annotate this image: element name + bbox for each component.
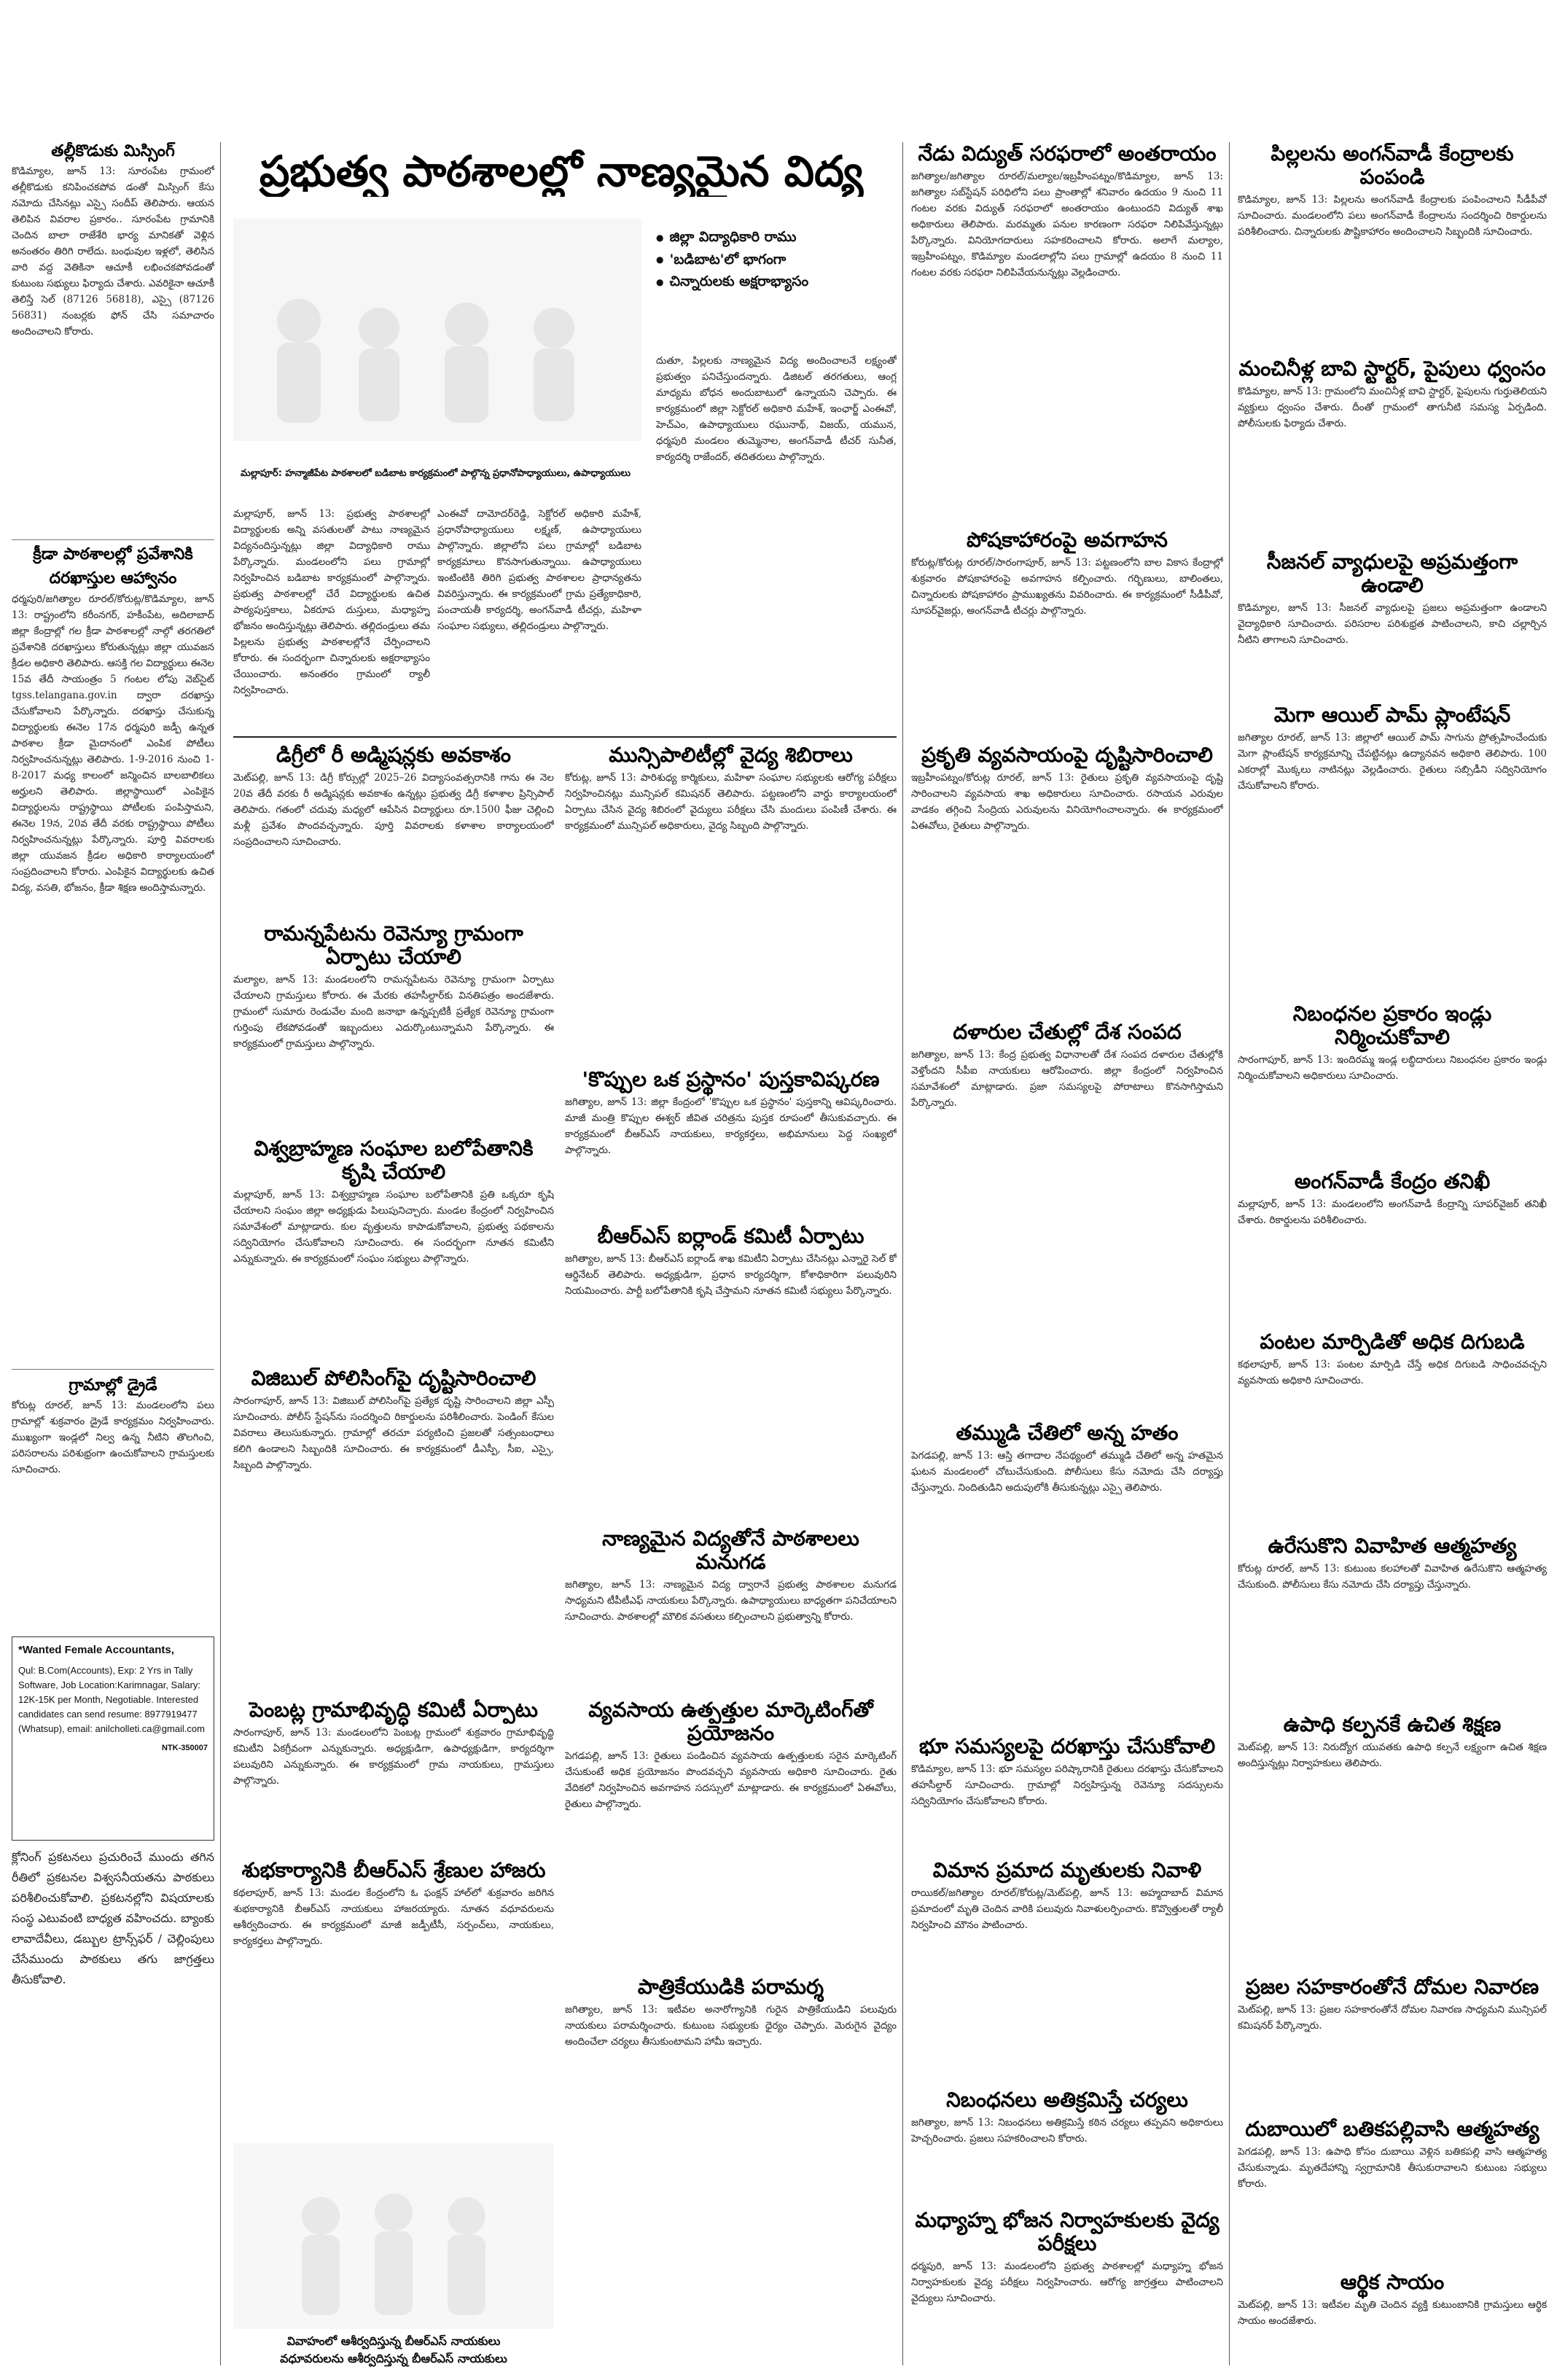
story-body: కోరుట్ల, జూన్ 13: పారిశుధ్య కార్మికులు, మహిళా సంఘాల సభ్యులకు ఆరోగ్య పరీక్షలు నిర్వహించినట్లు మున్సిపల్ కమిషనర్ తెలిపారు. పట్టణంలోని వార్డు కార్యాలయంలో ఏర్పాటు చేసిన వైద్య శిబిరంలో వైద్యులు పరీక్షలు చేసి మందులు పంపిణీ చేశారు. ఈ కార్యక్రమంలో మున్సిపల్ అధికారులు, వైద్య సిబ్బంది పాల్గొన్నారు. xyxy=(565,772,897,832)
story-headline: పిల్లలను అంగన్‌వాడీ కేంద్రాలకు పంపండి xyxy=(1271,142,1514,190)
story-body: జగిత్యాల, జూన్ 13: కేంద్ర ప్రభుత్వ విధానాలతో దేశ సంపద దళారుల చేతుల్లోకి వెళ్తోందని సీపీఐ నాయకులు ఆరోపించారు. జిల్లా కేంద్రంలో నిర్వహించిన సమావేశంలో మాట్లాడారు. ప్రజా సమస్యలపై పోరాటాలు కొనసాగిస్తామని పేర్కొన్నారు. xyxy=(911,1049,1223,1109)
story-oil-palm-plantation xyxy=(1238,703,1547,995)
story-body: ధర్మపురి, జూన్ 13: మండలంలోని ప్రభుత్వ పాఠశాలల్లో మధ్యాహ్న భోజన నిర్వాహకులకు వైద్య పరీక్షలు నిర్వహించారు. ఆరోగ్య జాగ్రత్తలు పాటించాలని వైద్యులు సూచించారు. xyxy=(911,2260,1223,2305)
story-municipal-health-camp xyxy=(565,744,897,1057)
story-headline: డిగ్రీలో రీ అడ్మిషన్లకు అవకాశం xyxy=(276,744,511,767)
story-headline: పెంబట్ల గ్రామాభివృద్ధి కమిటీ ఏర్పాటు xyxy=(249,1698,538,1722)
story-body: కథలాపూర్, జూన్ 13: పంటల మార్పిడి చేస్తే అధిక దిగుబడి సాధించవచ్చని వ్యవసాయ అధికారి సూచించారు. xyxy=(1238,1359,1547,1387)
story-midday-meal-checkup xyxy=(911,2209,1223,2362)
story-headline: నేడు విద్యుత్ సరఫరాలో అంతరాయం xyxy=(918,142,1217,165)
story-body: సారంగాపూర్, జూన్ 13: విజిబుల్ పోలిసింగ్‌పై ప్రత్యేక దృష్టి సారించాలని జిల్లా ఎస్పీ సూచించారు. పోలీస్ స్టేషన్‌ను సందర్శించి రికార్డులను పరిశీలించారు. పెండింగ్ కేసుల వివరాలు తెలుసుకున్నారు. గ్రామాల్లో తరచూ పర్యటించి ప్రజలతో సత్సంబంధాలు కలిగి ఉండాలని సిబ్బందికి సూచించారు. ఈ కార్యక్రమంలో డీఎస్పీ, సీఐ, ఎస్సై, సిబ్బంది పాల్గొన్నారు. xyxy=(233,1395,554,1472)
story-body: ఇబ్రహీంపట్నం/కోరుట్ల రూరల్, జూన్ 13: రైతులు ప్రకృతి వ్యవసాయంపై దృష్టి సారించాలని వ్యవసాయ శాఖ అధికారులు సూచించారు. రసాయన ఎరువుల వాడకం తగ్గించి సేంద్రియ ఎరువులను వినియోగించాలన్నారు. ఈ కార్యక్రమంలో ఏఈవోలు, రైతులు పాల్గొన్నారు. xyxy=(911,772,1223,832)
story-body: కొడిమ్యాల, జూన్ 13: పిల్లలను అంగన్‌వాడీ కేంద్రాలకు పంపించాలని సీడీపీవో సూచించారు. మండలంలోని పలు అంగన్‌వాడీ కేంద్రాలను సందర్శించి రికార్డులను పరిశీలించారు. చిన్నారులకు పౌష్టికాహారం అందించాలని సిబ్బందికి సూచించారు. xyxy=(1238,194,1547,238)
ad-code: NTK-350007 xyxy=(162,1744,208,1752)
story-body: జగిత్యాల, జూన్ 13: నిబంధనలు అతిక్రమిస్తే కఠిన చర్యలు తప్పవని అధికారులు హెచ్చరించారు. ప్రజలు సహకరించాలని కోరారు. xyxy=(911,2117,1223,2145)
story-vishwabrahmin xyxy=(233,1137,554,1359)
column-rule-1 xyxy=(220,142,221,2365)
story-ramannapet-revenue xyxy=(233,922,554,1130)
main-body-col3 xyxy=(656,350,897,729)
story-body: కోరుట్ల/కోరుట్ల రూరల్/సారంగాపూర్, జూన్ 13: పట్టణంలోని బాల వికాస కేంద్రాల్లో శుక్రవారం పోషకాహారంపై అవగాహన కల్పించారు. గర్భిణులు, బాలింతలు, చిన్నారులకు పోషకాహారం ప్రాముఖ్యతను వివరించారు. ఈ కార్యక్రమంలో సీడీపీవో, సూపర్‌వైజర్లు, అంగన్‌వాడీ టీచర్లు పాల్గొన్నారు. xyxy=(911,557,1223,617)
story-headline-line2: ఏర్పాటు చేయాలి xyxy=(326,945,461,969)
story-body: సారంగాపూర్, జూన్ 13: ఇందిరమ్మ ఇండ్ల లబ్ధిదారులు నిబంధనల ప్రకారం ఇండ్లు నిర్మించుకోవాలని అధికారులు సూచించారు. xyxy=(1238,1054,1547,1082)
story-headline: 'కొప్పుల ఒక ప్రస్థానం' పుస్తకావిష్కరణ xyxy=(582,1068,880,1091)
photo-caption xyxy=(233,2333,554,2368)
section-divider xyxy=(233,736,897,738)
story-body: కొడిమ్యాల, జూన్ 13: సీజనల్ వ్యాధులపై ప్రజలు అప్రమత్తంగా ఉండాలని వైద్యాధికారి సూచించారు. పరిసరాల పరిశుభ్రత పాటించాలని, కాచి చల్లార్చిన నీటిని తాగాలని సూచించారు. xyxy=(1238,602,1547,647)
story-headline: నిబంధనల ప్రకారం ఇండ్లు నిర్మించుకోవాలి xyxy=(1292,1002,1492,1050)
story-headline: భూ సమస్యలపై దరఖాస్తు చేసుకోవాలి xyxy=(918,1735,1216,1758)
story-body: కొడిమ్యాల, జూన్ 13: భూ సమస్యల పరిష్కారానికి రైతులు దరఖాస్తు చేసుకోవాలని తహసీల్దార్ సూచించారు. గ్రామాల్లో నిర్వహిస్తున్న రెవెన్యూ సదస్సులను సద్వినియోగం చేసుకోవాలని కోరారు. xyxy=(911,1763,1223,1808)
story-body: జగిత్యాల/జగిత్యాల రూరల్/మల్యాల/ఇబ్రహీంపట్నం/కొడిమ్యాల, జూన్ 13: జగిత్యాల సబ్‌స్టేషన్ పరిధిలోని పలు ప్రాంతాల్లో శనివారం ఉదయం 9 నుంచి 11 గంటల వరకు విద్యుత్ సరఫరాలో అంతరాయం ఉంటుందని విద్యుత్ శాఖ అధికారులు తెలిపారు. మరమ్మతు పనుల కారణంగా సరఫరా నిలిపివేస్తున్నట్లు పేర్కొన్నారు. వినియోగదారులు సహకరించాలని కోరారు. అలాగే మల్యాల, ఇబ్రహీంపట్నం, కొడిమ్యాల మండలాల్లోని పలు గ్రామాల్లో ఉదయం 8 నుంచి 11 గంటల వరకు సరఫరా నిలిపివేయనున్నట్లు వెల్లడించారు. xyxy=(911,171,1223,279)
main-body-col2 xyxy=(437,503,641,729)
story-book-release xyxy=(565,1068,897,1214)
story-body: కొడిమ్యాల, జూన్ 13: గ్రామంలోని మంచినీళ్ల బావి స్టార్టర్, పైపులను గుర్తుతెలియని వ్యక్తులు ధ్వంసం చేశారు. దీంతో గ్రామంలో తాగునీటి సమస్య ఏర్పడింది. పోలీసులకు ఫిర్యాదు చేశారు. xyxy=(1238,386,1547,430)
divider xyxy=(12,539,214,540)
main-headline: ప్రభుత్వ పాఠశాలల్లో నాణ్యమైన విద్య xyxy=(259,147,864,196)
story-headline: నిబంధనలు అతిక్రమిస్తే చర్యలు xyxy=(946,2088,1188,2112)
story-body: సారంగాపూర్, జూన్ 13: మండలంలోని పెంబట్ల గ్రామంలో శుక్రవారం గ్రామాభివృద్ధి కమిటీని ఏకగ్రీవంగా ఎన్నుకున్నారు. అధ్యక్షుడిగా, ఉపాధ్యక్షుడిగా, కార్యదర్శిగా పలువురిని ఎన్నుకున్నారు. ఈ కార్యక్రమంలో గ్రామ నాయకులు, గ్రామస్తులు పాల్గొన్నారు. xyxy=(233,1727,554,1787)
story-crop-rotation xyxy=(1238,1330,1547,1527)
students-photo xyxy=(233,219,641,441)
story-body: మల్యాల, జూన్ 13: మండలంలోని రామన్నపేటను రెవెన్యూ గ్రామంగా ఏర్పాటు చేయాలని గ్రామస్తులు కోరారు. ఈ మేరకు తహసీల్దార్‌కు వినతిపత్రం అందజేశారు. గ్రామంలో సుమారు రెండువేల మంది జనాభా ఉన్నప్పటికీ ప్రత్యేక రెవెన్యూ గ్రామంగా గుర్తింపు లేకపోవడంతో ఇబ్బందులు ఎదుర్కొంటున్నామని పేర్కొన్నారు. ఈ కార్యక్రమంలో గ్రామస్తులు పాల్గొన్నారు. xyxy=(233,974,554,1050)
story-anganwadi-send-children xyxy=(1238,142,1547,350)
story-body: కథలాపూర్, జూన్ 13: మండల కేంద్రంలోని ఓ ఫంక్షన్ హాల్‌లో శుక్రవారం జరిగిన శుభకార్యానికి బీఆర్ఎస్ నాయకులు హాజరయ్యారు. నూతన వధూవరులను ఆశీర్వదించారు. ఈ కార్యక్రమంలో మాజీ జడ్పీటీసీ, సర్పంచ్‌లు, నాయకులు, కార్యకర్తలు పాల్గొన్నారు. xyxy=(233,1887,554,1948)
story-headline: గ్రామాల్లో డ్రైడే xyxy=(69,1376,157,1394)
highlight-item: ● చిన్నారులకు అక్షరాభ్యాసం xyxy=(656,270,897,293)
main-photo xyxy=(233,219,641,441)
story-body: పెగడపల్లి, జూన్ 13: రైతులు పండించిన వ్యవసాయ ఉత్పత్తులకు సరైన మార్కెటింగ్ చేసుకుంటే అధిక ప్రయోజనం పొందవచ్చని వ్యవసాయ అధికారి సూచించారు. రైతు వేదికలో నిర్వహించిన అవగాహన సదస్సులో మాట్లాడారు. ఈ కార్యక్రమంలో ఏఈవోలు, రైతులు పాల్గొన్నారు. xyxy=(565,1750,897,1811)
story-nutrition-awareness xyxy=(911,528,1223,733)
caption-line2: వధూవరులను ఆశీర్వదిస్తున్న బీఆర్ఎస్ నాయకులు xyxy=(280,2352,507,2365)
story-body: దుతూ, పిల్లలకు నాణ్యమైన విద్య అందించాలనే లక్ష్యంతో ప్రభుత్వం పనిచేస్తుందన్నారు. డిజిటల్ తరగతులు, ఆంగ్ల మాధ్యమ బోధన అందుబాటులో ఉన్నాయని చెప్పారు. ఈ కార్యక్రమంలో జిల్లా సెక్టోరల్ అధికారి మహేశ్, ఇంఛార్జ్ ఎంఈవో, హెచ్ఎం, ఉపాధ్యాయులు రఘునాథ్, విజయ్, యమున, ధర్మపురి మండలం తుమ్మెనాల, అంగన్‌వాడీ టీచర్ సునీత, కార్యదర్శి రాజేందర్, తదితరులు పాల్గొన్నారు. xyxy=(656,355,897,463)
disclaimer-notice xyxy=(12,1844,214,2150)
story-headline: క్రీడా పాఠశాలల్లో ప్రవేశానికి xyxy=(33,545,193,563)
story-headline: దుబాయిలో బతికపల్లివాసి ఆత్మహత్య xyxy=(1245,2118,1540,2141)
wedding-photo xyxy=(233,2143,554,2329)
main-highlights xyxy=(656,226,897,293)
story-headline-line2: ప్రయోజనం xyxy=(687,1721,775,1746)
story-headline: తల్లీకొడుకు మిస్సింగ్ xyxy=(51,142,175,160)
story-body: కోరుట్ల రూరల్, జూన్ 13: కుటుంబ కలహాలతో వివాహిత ఉరేసుకొని ఆత్మహత్య చేసుకుంది. పోలీసులు కేసు నమోదు చేసి దర్యాప్తు చేస్తున్నారు. xyxy=(1238,1563,1547,1591)
story-body: మల్లాపూర్, జూన్ 13: మండలంలోని అంగన్‌వాడీ కేంద్రాన్ని సూపర్‌వైజర్ తనిఖీ చేశారు. రికార్డులను పరిశీలించారు. xyxy=(1238,1198,1547,1227)
main-body-col1 xyxy=(233,503,430,729)
ad-title: *Wanted Female Accountants, xyxy=(18,1644,174,1656)
story-free-training xyxy=(1238,1713,1547,1968)
story-brother-murder xyxy=(911,1421,1223,1728)
story-dubai-suicide xyxy=(1238,2118,1547,2263)
highlight-item: ● జిల్లా విద్యాధికారి రాము xyxy=(656,226,897,249)
story-body: క్లోనింగ్ ప్రకటనలు ప్రచురించే ముందు తగిన రీతిలో ప్రకటనల విశ్వసనీయతను పాఠకులు పరిశీలించుకోవాలి. ప్రకటనల్లోని విషయాలకు సంస్థ ఎటువంటి బాధ్యత వహించదు. బ్యాంకు లావాదేవీలు, డబ్బుల ట్రాన్స్‌ఫర్ / చెల్లింపులు చేసేముందు పాఠకులు తగు జాగ్రత్తలు తీసుకోవాలి. xyxy=(12,1850,214,1986)
story-plane-crash-tribute xyxy=(911,1859,1223,2081)
story-degree-readmission xyxy=(233,744,554,915)
story-headline: దళారుల చేతుల్లో దేశ సంపద xyxy=(953,1021,1182,1044)
story-headline: అంగన్‌వాడీ కేంద్రం తనిఖీ xyxy=(1294,1170,1491,1193)
story-body: జగిత్యాల, జూన్ 13: బీఆర్ఎస్ ఐర్లాండ్ శాఖ కమిటీని ఏర్పాటు చేసినట్లు ఎన్నారై సెల్ కో ఆర్డినేటర్ తెలిపారు. అధ్యక్షుడిగా, ప్రధాన కార్యదర్శిగా, కోశాధికారిగా పలువురిని నియమించారు. పార్టీ బలోపేతానికి కృషి చేస్తామని నూతన కమిటీ సభ్యులు పేర్కొన్నారు. xyxy=(565,1253,897,1298)
story-body: పెగడపల్లి, జూన్ 13: ఉపాధి కోసం దుబాయి వెళ్లిన బతికపల్లి వాసి ఆత్మహత్య చేసుకున్నాడు. మృతదేహాన్ని స్వగ్రామానికి తీసుకురావాలని కుటుంబ సభ్యులు కోరారు. xyxy=(1238,2146,1547,2190)
divider xyxy=(12,1369,214,1370)
story-house-construction-rules xyxy=(1238,1002,1547,1163)
story-body: మెట్‌పల్లి, జూన్ 13: నిరుద్యోగ యువతకు ఉపాధి కల్పనే లక్ష్యంగా ఉచిత శిక్షణ అందిస్తున్నట్లు నిర్వాహకులు తెలిపారు. xyxy=(1238,1741,1547,1770)
story-headline: వ్యవసాయ ఉత్పత్తుల మార్కెటింగ్‌తో xyxy=(588,1698,873,1722)
story-headline-line2: దరఖాస్తుల ఆహ్వానం xyxy=(49,569,177,588)
story-land-issues xyxy=(911,1735,1223,1852)
story-financial-aid xyxy=(1238,2271,1547,2365)
story-headline: పాత్రికేయుడికి పరామర్శ xyxy=(637,1975,824,1999)
story-mosquito-control xyxy=(1238,1975,1547,2110)
story-headline: నాణ్యమైన విద్యతోనే పాఠశాలలు మనుగడ xyxy=(602,1527,859,1575)
story-body: జగిత్యాల రూరల్, జూన్ 13: జిల్లాలో ఆయిల్ పామ్ సాగును ప్రోత్సహించేందుకు మెగా ప్లాంటేషన్ కార్యక్రమాన్ని చేపట్టినట్లు ఉద్యానవన అధికారి తెలిపారు. 100 ఎకరాల్లో మొక్కలు నాటినట్లు వెల్లడించారు. రైతులు సబ్సిడీని సద్వినియోగం చేసుకోవాలని కోరారు. xyxy=(1238,732,1547,792)
story-power-cut xyxy=(911,142,1223,521)
story-body: మెట్‌పల్లి, జూన్ 13: ఇటీవల మృతి చెందిన వ్యక్తి కుటుంబానికి గ్రామస్తులు ఆర్థిక సాయం అందజేశారు. xyxy=(1238,2299,1547,2328)
story-national-wealth xyxy=(911,1021,1223,1414)
story-headline: ప్రజల సహకారంతోనే దోమల నివారణ xyxy=(1245,1975,1540,1999)
story-headline: బీఆర్ఎస్ ఐర్లాండ్ కమిటీ ఏర్పాటు xyxy=(597,1225,865,1248)
story-headline: శుభకార్యానికి బీఆర్ఎస్ శ్రేణుల హాజరు xyxy=(241,1859,546,1882)
story-sports-school-admission xyxy=(12,545,214,1365)
column-rule-2 xyxy=(902,142,903,2365)
story-body: మెట్‌పల్లి, జూన్ 13: ప్రజల సహకారంతోనే దోమల నివారణ సాధ్యమని మున్సిపల్ కమిషనర్ పేర్కొన్నారు. xyxy=(1238,2004,1547,2032)
caption-line1: వివాహంలో ఆశీర్వదిస్తున్న బీఆర్ఎస్ నాయకులు xyxy=(286,2334,501,2348)
story-brs-function xyxy=(233,1859,554,2136)
story-headline: ఉపాధి కల్పనకే ఉచిత శిక్షణ xyxy=(1283,1713,1502,1736)
story-body: జగిత్యాల, జూన్ 13: జిల్లా కేంద్రంలో 'కొప్పుల ఒక ప్రస్థానం' పుస్తకాన్ని ఆవిష్కరించారు. మాజీ మంత్రి కొప్పుల ఈశ్వర్ జీవిత చరిత్రను పుస్తక రూపంలో తీసుకువచ్చారు. ఈ కార్యక్రమంలో బీఆర్ఎస్ నాయకులు, కార్యకర్తలు, అభిమానులు పెద్ద సంఖ్యలో పాల్గొన్నారు. xyxy=(565,1096,897,1157)
story-suicide xyxy=(1238,1534,1547,1706)
story-natural-farming xyxy=(911,744,1223,1013)
story-body: మల్లాపూర్, జూన్ 13: ప్రభుత్వ పాఠశాలల్లో విద్యార్థులకు అన్ని వసతులతో పాటు నాణ్యమైన విద్యనందిస్తున్నట్లు జిల్లా విద్యాధికారి రాము పేర్కొన్నారు. మండలంలోని పలు గ్రామాల్లో నిర్వహించిన బడిబాట కార్యక్రమంలో పాల్గొన్నారు. ప్రభుత్వ పాఠశాలల్లో చేరే విద్యార్థులకు ఉచిత పాఠ్యపుస్తకాలు, ఏకరూప దుస్తులు, మధ్యాహ్న భోజనం అందిస్తున్నట్లు తెలిపారు. తల్లిదండ్రులు తమ పిల్లలను ప్రభుత్వ పాఠశాలల్లోనే చేర్పించాలని కోరారు. ఈ సందర్భంగా చిన్నారులకు అక్షరాభ్యాసం చేయించారు. అనంతరం గ్రామంలో ర్యాలీ నిర్వహించారు. xyxy=(233,508,430,696)
story-pembatla-committee xyxy=(233,1698,554,1852)
ad-body: Qul: B.Com(Accounts), Exp: 2 Yrs in Tally Software, Job Location:Karimnagar, Salary: 12K-15K per Month, Negotiable. Interested candidates can send resume: 8977919477 (Whatsup), email: anilcholleti.ca@gmail.com xyxy=(18,1665,205,1734)
story-quality-education xyxy=(565,1527,897,1691)
story-agri-marketing xyxy=(565,1698,897,1968)
story-body: కొడిమ్యాల, జూన్ 13: సూరంపేట గ్రామంలో తల్లీకొడుకు కనిపించకపోవ డంతో మిస్సింగ్ కేసు నమోదు చేసినట్లు ఎస్సై సందీప్ తెలిపారు. ఆయన తెలిపిన వివరాల ప్రకారం.. సూరంపేట గ్రామానికి చెందిన బాలా రాజేశేరి భార్య మానికతో వెళ్లిన అనంతరం తిరిగి రాలేదు. బంధువుల ఇళ్లలో, తెలిసిన వారి వద్ద వెతికినా ఆచూకీ లభించకపోవడంతో కుటుంబ సభ్యులు ఫిర్యాదు చేశారు. ఎవరికైనా ఆచూకీ తెలిస్తే సెల్ (87126 56818), ఎస్సై (87126 56831) నంబర్లకు ఫోన్ చేసి సమాచారం అందించాలని కోరారు. xyxy=(12,165,214,338)
story-headline: మెగా ఆయిల్ పామ్ ప్లాంటేషన్ xyxy=(1273,703,1511,727)
story-headline: మధ్యాహ్న భోజన నిర్వాహకులకు వైద్య పరీక్షలు xyxy=(915,2209,1220,2256)
story-body: మెట్‌పల్లి, జూన్ 13: డిగ్రీ కోర్సుల్లో 2025–26 విద్యాసంవత్సరానికి గాను ఈ నెల 20వ తేదీ వరకు రీ అడ్మిషన్లకు అవకాశం ఉన్నట్లు ప్రభుత్వ డిగ్రీ కళాశాల ప్రిన్సిపాల్ తెలిపారు. గతంలో చదువు మధ్యలో ఆపేసిన విద్యార్థులు రూ.1500 ఫీజు చెల్లించి మళ్లీ ప్రవేశం పొందవచ్చన్నారు. పూర్తి వివరాలకు కళాశాల కార్యాలయంలో సంప్రదించాలని సూచించారు. xyxy=(233,772,554,848)
story-dry-day xyxy=(12,1376,214,1624)
story-headline: ఉరేసుకొని వివాహిత ఆత్మహత్య xyxy=(1268,1534,1517,1558)
story-headline: తమ్ముడి చేతిలో అన్న హతం xyxy=(956,1421,1179,1445)
column-rule-3 xyxy=(1229,142,1230,2365)
story-headline: ఆర్థిక సాయం xyxy=(1340,2271,1445,2294)
story-headline: మున్సిపాలిటీల్లో వైద్య శిబిరాలు xyxy=(609,744,853,767)
story-headline: విశ్వబ్రాహ్మణ సంఘాల బలోపేతానికి xyxy=(254,1137,534,1160)
story-body: ధర్మపురి/జగిత్యాల రూరల్/కోరుట్ల/కొడిమ్యాల, జూన్ 13: రాష్ట్రంలోని కరీంనగర్, హకీంపేట, అదిలాబాద్ జిల్లా కేంద్రాల్లో గల క్రీడా పాఠశాలల్లో నాల్గో తరగతిలో ప్రవేశానికి దరఖాస్తులు కోరుతున్నట్లు జిల్లా యువజన క్రీడల అధికారి తెలిపారు. ఆసక్తి గల విద్యార్థులు ఈనెల 15వ తేదీ సాయంత్రం 5 గంటల లోపు వెబ్‌సైట్ tgss.telangana.gov.in ద్వారా దరఖాస్తు చేసుకోవాలని పేర్కొన్నారు. దరఖాస్తు చేసుకున్న విద్యార్థులకు ఈనెల 17న ధర్మపురి జడ్పీ ఉన్నత పాఠశాల క్రీడా మైదానంలో ఎంపిక పోటీలు నిర్వహించనున్నట్లు తెలిపారు. 1-9-2016 నుంచి 1-8-2017 మధ్య కాలంలో జన్మించిన బాలబాలికలు అర్హులని తెలిపారు. జిల్లాస్థాయిలో ఎంపికైన విద్యార్థులను రాష్ట్రస్థాయి పోటీలకు పంపిస్తామని, ఈనెల 19న, 20వ తేదీ వరకు రాష్ట్రస్థాయి పోటీలు నిర్వహించనున్నట్లు పేర్కొన్నారు. పూర్తి వివరాలకు జిల్లా యువజన క్రీడల అధికారి కార్యాలయంలో సంప్రదించాలని కోరారు. ఎంపికైన విద్యార్థులకు ఉచిత విద్య, వసతి, భోజనం, క్రీడా శిక్షణ అందిస్తామన్నారు. xyxy=(12,593,214,894)
story-body: జగిత్యాల, జూన్ 13: నాణ్యమైన విద్య ద్వారానే ప్రభుత్వ పాఠశాలల మనుగడ సాధ్యమని టీపీటీఎఫ్ నాయకులు పేర్కొన్నారు. ఉపాధ్యాయులు బాధ్యతగా పనిచేయాలని సూచించారు. పాఠశాలల్లో మౌలిక వసతులు కల్పించాలని ప్రభుత్వాన్ని కోరారు. xyxy=(565,1579,897,1623)
story-missing-mother-son xyxy=(12,142,214,536)
story-journalist-visit xyxy=(565,1975,897,2354)
story-headline: మంచినీళ్ల బావి స్టార్టర్, పైపులు ధ్వంసం xyxy=(1238,357,1546,381)
story-anganwadi-inspection xyxy=(1238,1170,1547,1323)
story-brs-ireland xyxy=(565,1225,897,1516)
story-headline: విమాన ప్రమాద మృతులకు నివాళి xyxy=(932,1859,1202,1882)
story-rules-violation xyxy=(911,2088,1223,2201)
classified-ad xyxy=(12,1636,214,1841)
story-body: ఎంఈవో దామోదర్‌రెడ్డి, సెక్టోరల్ అధికారి మహేశ్, ప్రధానోపాధ్యాయులు లక్ష్మణ్, ఉపాధ్యాయులు పాల్గొన్నారు. జిల్లాలోని పలు గ్రామాల్లో బడిబాట కార్యక్రమాలు కొనసాగుతున్నాయి. ఉపాధ్యాయులు ఇంటింటికి తిరిగి ప్రభుత్వ పాఠశాలల ప్రాధాన్యతను వివరిస్తున్నారు. ఈ కార్యక్రమంలో గ్రామ ప్రత్యేకాధికారి, పంచాయతీ కార్యదర్శి, అంగన్‌వాడీ టీచర్లు, మహిళా సంఘాల సభ్యులు, తల్లిదండ్రులు పాల్గొన్నారు. xyxy=(437,508,641,632)
story-well-starter-damage xyxy=(1238,357,1547,543)
story-body: పెగడపల్లి, జూన్ 13: ఆస్తి తగాదాల నేపథ్యంలో తమ్ముడి చేతిలో అన్న హతమైన ఘటన మండలంలో చోటుచేసుకుంది. పోలీసులు కేసు నమోదు చేసి దర్యాప్తు చేస్తున్నారు. నిందితుడిని అదుపులోకి తీసుకున్నట్లు ఎస్సై తెలిపారు. xyxy=(911,1450,1223,1494)
story-headline: రామన్నపేటను రెవెన్యూ గ్రామంగా xyxy=(264,922,523,945)
story-headline: పోషకాహారంపై అవగాహన xyxy=(967,528,1168,552)
story-headline: సీజనల్ వ్యాధులపై అప్రమత్తంగా ఉండాలి xyxy=(1266,550,1518,598)
highlight-item: ● 'బడిబాట'లో భాగంగా xyxy=(656,249,897,271)
story-headline: విజిబుల్ పోలిసింగ్‌పై దృష్టిసారించాలి xyxy=(251,1367,536,1390)
brs-photo xyxy=(233,2143,554,2329)
story-headline: ప్రకృతి వ్యవసాయంపై దృష్టిసారించాలి xyxy=(921,744,1213,767)
story-body: రాయికల్/జగిత్యాల రూరల్/కోరుట్ల/మెట్‌పల్లి, జూన్ 13: అహ్మదాబాద్ విమాన ప్రమాదంలో మృతి చెందిన వారికి పలువురు నివాళులర్పించారు. కొవ్వొత్తులతో ర్యాలీ నిర్వహించి మౌనం పాటించారు. xyxy=(911,1887,1223,1932)
story-visible-policing xyxy=(233,1367,554,1691)
story-body: మల్లాపూర్, జూన్ 13: విశ్వబ్రాహ్మణ సంఘాల బలోపేతానికి ప్రతి ఒక్కరూ కృషి చేయాలని సంఘం జిల్లా అధ్యక్షుడు పిలుపునిచ్చారు. మండల కేంద్రంలో నిర్వహించిన సమావేశంలో మాట్లాడారు. కుల వృత్తులను కాపాడుకోవాలని, ప్రభుత్వ పథకాలను సద్వినియోగం చేసుకోవాలని సూచించారు. ఈ సందర్భంగా నూతన కమిటీని ఎన్నుకున్నారు. ఈ కార్యక్రమంలో సంఘం సభ్యులు పాల్గొన్నారు. xyxy=(233,1189,554,1265)
story-body: జగిత్యాల, జూన్ 13: ఇటీవల అనారోగ్యానికి గురైన పాత్రికేయుడిని పలువురు నాయకులు పరామర్శించారు. కుటుంబ సభ్యులకు ధైర్యం చెప్పారు. మెరుగైన వైద్యం అందించేలా చర్యలు తీసుకుంటామని హామీ ఇచ్చారు. xyxy=(565,2004,897,2048)
story-seasonal-diseases xyxy=(1238,550,1547,696)
story-body: కోరుట్ల రూరల్, జూన్ 13: మండలంలోని పలు గ్రామాల్లో శుక్రవారం డ్రైడే కార్యక్రమం నిర్వహించారు. ముఖ్యంగా ఇండ్లలో నిల్వ ఉన్న నీటిని తొలగించి, పరిసరాలను పరిశుభ్రంగా ఉంచుకోవాలని గ్రామస్తులకు సూచించారు. xyxy=(12,1400,214,1476)
story-headline-line2: కృషి చేయాలి xyxy=(341,1160,446,1185)
main-caption: మల్లాపూర్: హన్మాజీపేట పాఠశాలలో బడిబాట కార్యక్రమంలో పాల్గొన్న ప్రధానోపాధ్యాయులు, ఉపాధ్యాయులు xyxy=(241,468,631,479)
story-headline: పంటల మార్పిడితో అధిక దిగుబడి xyxy=(1260,1330,1525,1354)
